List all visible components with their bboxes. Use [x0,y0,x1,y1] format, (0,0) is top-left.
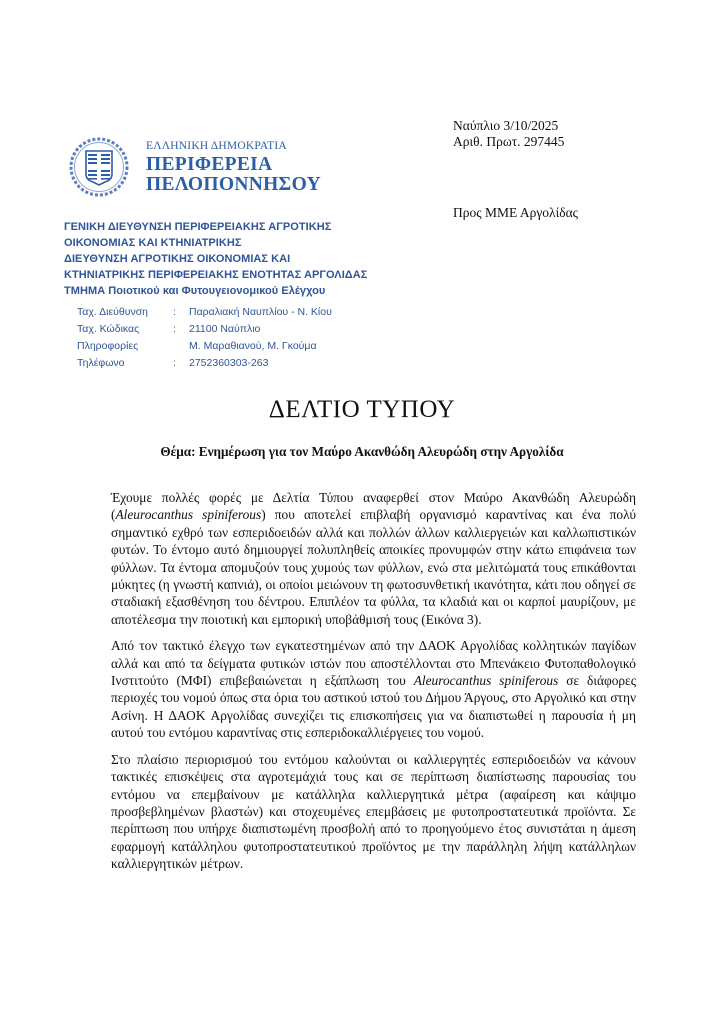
place-date: Ναύπλιο 3/10/2025 [453,118,559,133]
species-name: Aleurocanthus spiniferous [413,673,559,689]
contact-row-postcode [77,321,332,338]
contact-separator: : [173,323,176,335]
contact-label: Ταχ. Διεύθυνση [77,306,149,318]
contact-separator [173,338,189,355]
contact-details [77,304,332,372]
paragraph-3 [111,751,636,873]
contact-value: 2752360303-263 [189,357,269,369]
contact-row-address [77,304,332,321]
paragraph-text: Από τον τακτικό έλεγχο των εγκατεστημένων από την ΔΑΟΚ Αργολίδας κολλητικών παγίδων αλλά και από τα δείγματα φυτικών ιστών που αποστέλλονται στο Μπενάκειο Φυτοπαθολογικό Ινστιτούτο (ΜΦΙ) επιβεβαιώνεται η εξάπλωση του [111,638,636,689]
date-protocol-block [453,118,564,150]
paragraph-text: ) που αποτελεί επιβλαβή οργανισμό καραντίνας και ένα πολύ σημαντικό εχθρό των εσπεριδοειδών αλλά και πολλών άλλων καλλιεργειών και καλλωπιστικών φυτών. Το έντομο αυτό δημιουργεί πολυπληθείς αποικίες προνυμφών στην κάτω επιφάνεια των φύλλων. Τα έντομα απομυζούν τους χυμούς των φύλλων, ενώ στα μελιτώματά τους επικάθονται μύκητες (η γνωστή καπνιά), οι οποίοι μειώνουν τη φωτοσυνθετική ικανότητα, κάτι που οδηγεί σε σταδιακή εξασθένηση του δέντρου. Επιπλέον τα φύλλα, τα κλαδιά και οι καρποί μαυρίζουν, με αποτέλεσμα την ποιοτική και εμπορική υποβάθμισή τους (Εικόνα 3). [111,507,636,627]
document-title: ΔΕΛΤΙΟ ΤΥΠΟΥ [268,396,456,423]
paragraph-2 [111,637,636,741]
contact-label: Πληροφορίες [77,340,139,352]
paragraph-1 [111,489,636,628]
recipient: Προς ΜΜΕ Αργολίδας [453,205,579,220]
document-body [111,489,636,882]
species-name: Aleurocanthus spiniferous [115,507,262,523]
contact-row-info [77,338,332,355]
department-line: ΓΕΝΙΚΗ ΔΙΕΥΘΥΝΣΗ ΠΕΡΙΦΕΡΕΙΑΚΗΣ ΑΓΡΟΤΙΚΗΣ [64,221,332,233]
region-name-line1: ΠΕΡΙΦΕΡΕΙΑ [146,154,273,175]
paragraph-text: Έχουμε πολλές φορές με Δελτία Τύπου αναφερθεί στον Μαύρο Ακανθώδη Αλευρώδη ( [111,490,636,523]
department-line: ΟΙΚΟΝΟΜΙΑΣ ΚΑΙ ΚΤΗΝΙΑΤΡΙΚΗΣ [64,237,242,249]
contact-separator: : [173,357,176,369]
contact-separator: : [173,306,176,318]
greek-coat-of-arms-icon [68,136,130,198]
department-line: ΔΙΕΥΘΥΝΣΗ ΑΓΡΟΤΙΚΗΣ ΟΙΚΟΝΟΜΙΑΣ ΚΑΙ [64,253,291,265]
letterhead-logo [68,136,321,198]
protocol-number: Αριθ. Πρωτ. 297445 [453,134,565,149]
department-block [64,219,367,299]
contact-value: 21100 Ναύπλιο [189,323,261,335]
contact-row-phone [77,355,332,372]
contact-value: Μ. Μαραθιανού, Μ. Γκούμα [189,340,317,352]
department-line: ΚΤΗΝΙΑΤΡΙΚΗΣ ΠΕΡΙΦΕΡΕΙΑΚΗΣ ΕΝΟΤΗΤΑΣ ΑΡΓΟΛΙΔΑΣ [64,269,368,281]
department-line: ΤΜΗΜΑ Ποιοτικού και Φυτουγειονομικού Ελέγχου [64,285,326,297]
contact-label: Τηλέφωνο [77,357,125,369]
region-name-line2: ΠΕΛΟΠΟΝΝΗΣΟΥ [146,174,321,195]
republic-label: ΕΛΛΗΝΙΚΗ ΔΗΜΟΚΡΑΤΙΑ [146,140,287,152]
document-subject: Θέμα: Ενημέρωση για τον Μαύρο Ακανθώδη Αλευρώδη στην Αργολίδα [160,444,564,459]
contact-value: Παραλιακή Ναυπλίου - Ν. Κίου [189,306,332,318]
contact-label: Ταχ. Κώδικας [77,323,140,335]
paragraph-text: σε διάφορες περιοχές του νομού όπως στα όρια του αστικού ιστού του Δήμου Άργους, στο Αργολικό και στην Ασίνη. Η ΔΑΟΚ Αργολίδας συνεχίζει τις επισκοπήσεις για να διαπιστωθεί η παρουσία ή μη αυτού του εντόμου καραντίνας στις εσπεριδοκαλλιέργειες του νομού. [111,673,636,741]
paragraph-text: Στο πλαίσιο περιορισμού του εντόμου καλούνται οι καλλιεργητές εσπεριδοειδών να κάνουν τακτικές επισκέψεις στα αγροτεμάχιά τους και σε περίπτωση διαπίστωσης παρουσίας του εντόμου να επεμβαίνουν με κατάλληλα καλλιεργητικά μέτρα (αφαίρεση και κάψιμο προσβεβλημένων βλαστών) και στοχευμένες επεμβάσεις με φυτοπροστατευτικά προϊόντα. Σε περίπτωση που υπήρχε διαπιστωμένη προσβολή από το προηγούμενο έτος συνιστάται η άμεση εφαρμογή κατάλληλου φυτοπροστατευτικού προϊόντος με την παράλληλη λήψη κατάλληλων καλλιεργητικών μέτρων. [111,751,636,872]
